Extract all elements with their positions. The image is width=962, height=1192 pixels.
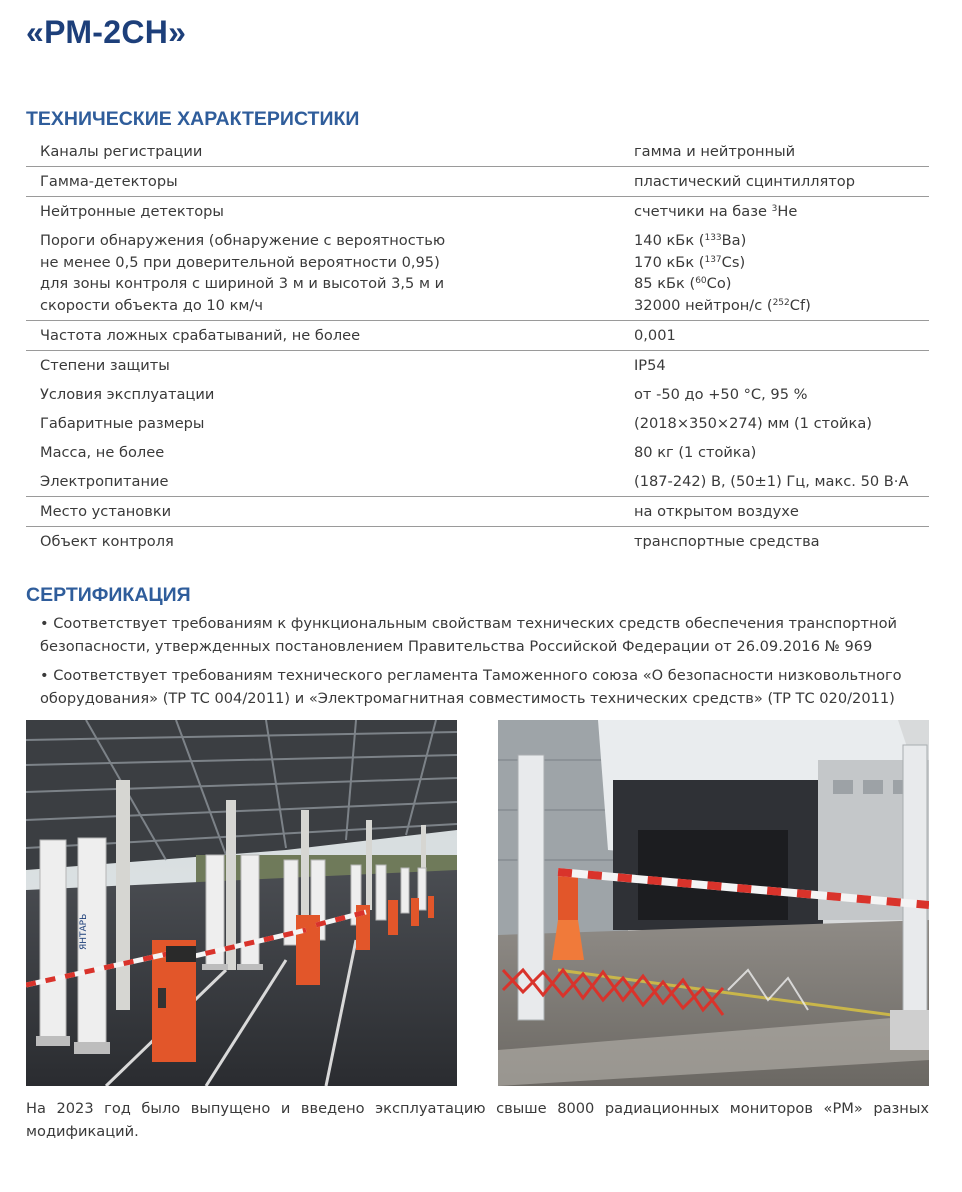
spec-value: 0,001 (634, 327, 676, 344)
spec-value: от -50 до +50 °С, 95 % (634, 386, 808, 403)
spec-key: Частота ложных срабатываний, не более (40, 327, 361, 344)
spec-key: Пороги обнаружения (обнаружение с вероятностью не менее 0,5 при доверительной вероятности 0,95) для зоны контроля с шириной 3 м и высотой 3,5 м и скорости объекта до 10 км/ч (40, 232, 446, 314)
specs-table (26, 137, 929, 556)
spec-key: Объект контроля (40, 533, 174, 550)
spec-key: Степени защиты (40, 357, 170, 374)
spec-value: (187-242) В, (50±1) Гц, макс. 50 В·А (634, 473, 909, 490)
brand-label: ЯНТАРЬ (79, 913, 89, 950)
spec-value: (2018×350×274) мм (1 стойка) (634, 415, 872, 432)
spec-row (26, 409, 929, 438)
cert-heading: СЕРТИФИКАЦИЯ (26, 584, 191, 606)
specs-heading: ТЕХНИЧЕСКИЕ ХАРАКТЕРИСТИКИ (26, 108, 360, 130)
spec-key: Условия эксплуатации (40, 386, 215, 403)
spec-row (26, 351, 929, 380)
cert-item: • Соответствует требованиям к функциональным свойствам технических средств обеспечения транспортной безопасности, утвержденных постановлением Правительства Российской Федерации от 26.09.2016 № 969 (40, 615, 897, 655)
spec-key: Место установки (40, 503, 172, 520)
spec-key: Каналы регистрации (40, 143, 203, 160)
cert-item: • Соответствует требованиям технического регламента Таможенного союза «О безопасности низковольтного оборудования» (ТР ТС 004/2011) и «Электромагнитная совместимость технических средств» (ТР ТС 020/2011) (40, 667, 902, 707)
spec-value: 80 кг (1 стойка) (634, 444, 757, 461)
cert-list (26, 612, 929, 716)
spec-row (26, 167, 929, 197)
page-title: «РМ-2СН» (26, 14, 187, 50)
spec-row (26, 197, 929, 226)
spec-key: Масса, не более (40, 444, 165, 461)
spec-value: 140 кБк ($^{133}$Ba) 170 кБк ($^{137}$Cs) 85 кБк ($^{60}$Co) 32000 нейтрон/с ($^{252}$Cf) (634, 232, 811, 314)
spec-value: транспортные средства (634, 533, 820, 550)
spec-key: Нейтронные детекторы (40, 203, 224, 220)
barrier-outdoor-photo (498, 720, 929, 1086)
spec-row-thresholds (26, 226, 929, 321)
spec-value: гамма и нейтронный (634, 143, 796, 160)
footer-text: На 2023 год было выпущено и введено эксплуатацию свыше 8000 радиационных мониторов «РМ» разных модификаций. (26, 1100, 929, 1140)
spec-key: Электропитание (40, 473, 169, 490)
spec-value: пластический сцинтиллятор (634, 173, 855, 190)
spec-key: Габаритные размеры (40, 415, 205, 432)
spec-row (26, 137, 929, 167)
spec-row (26, 467, 929, 497)
checkpoint-canopy-photo (26, 720, 457, 1086)
spec-value: IP54 (634, 357, 666, 374)
spec-row (26, 527, 929, 556)
spec-value: счетчики на базе $^3$He (634, 203, 798, 220)
spec-row (26, 380, 929, 409)
spec-row (26, 497, 929, 527)
spec-value: на открытом воздухе (634, 503, 799, 520)
spec-key: Гамма-детекторы (40, 173, 178, 190)
spec-row (26, 438, 929, 467)
spec-row (26, 321, 929, 351)
